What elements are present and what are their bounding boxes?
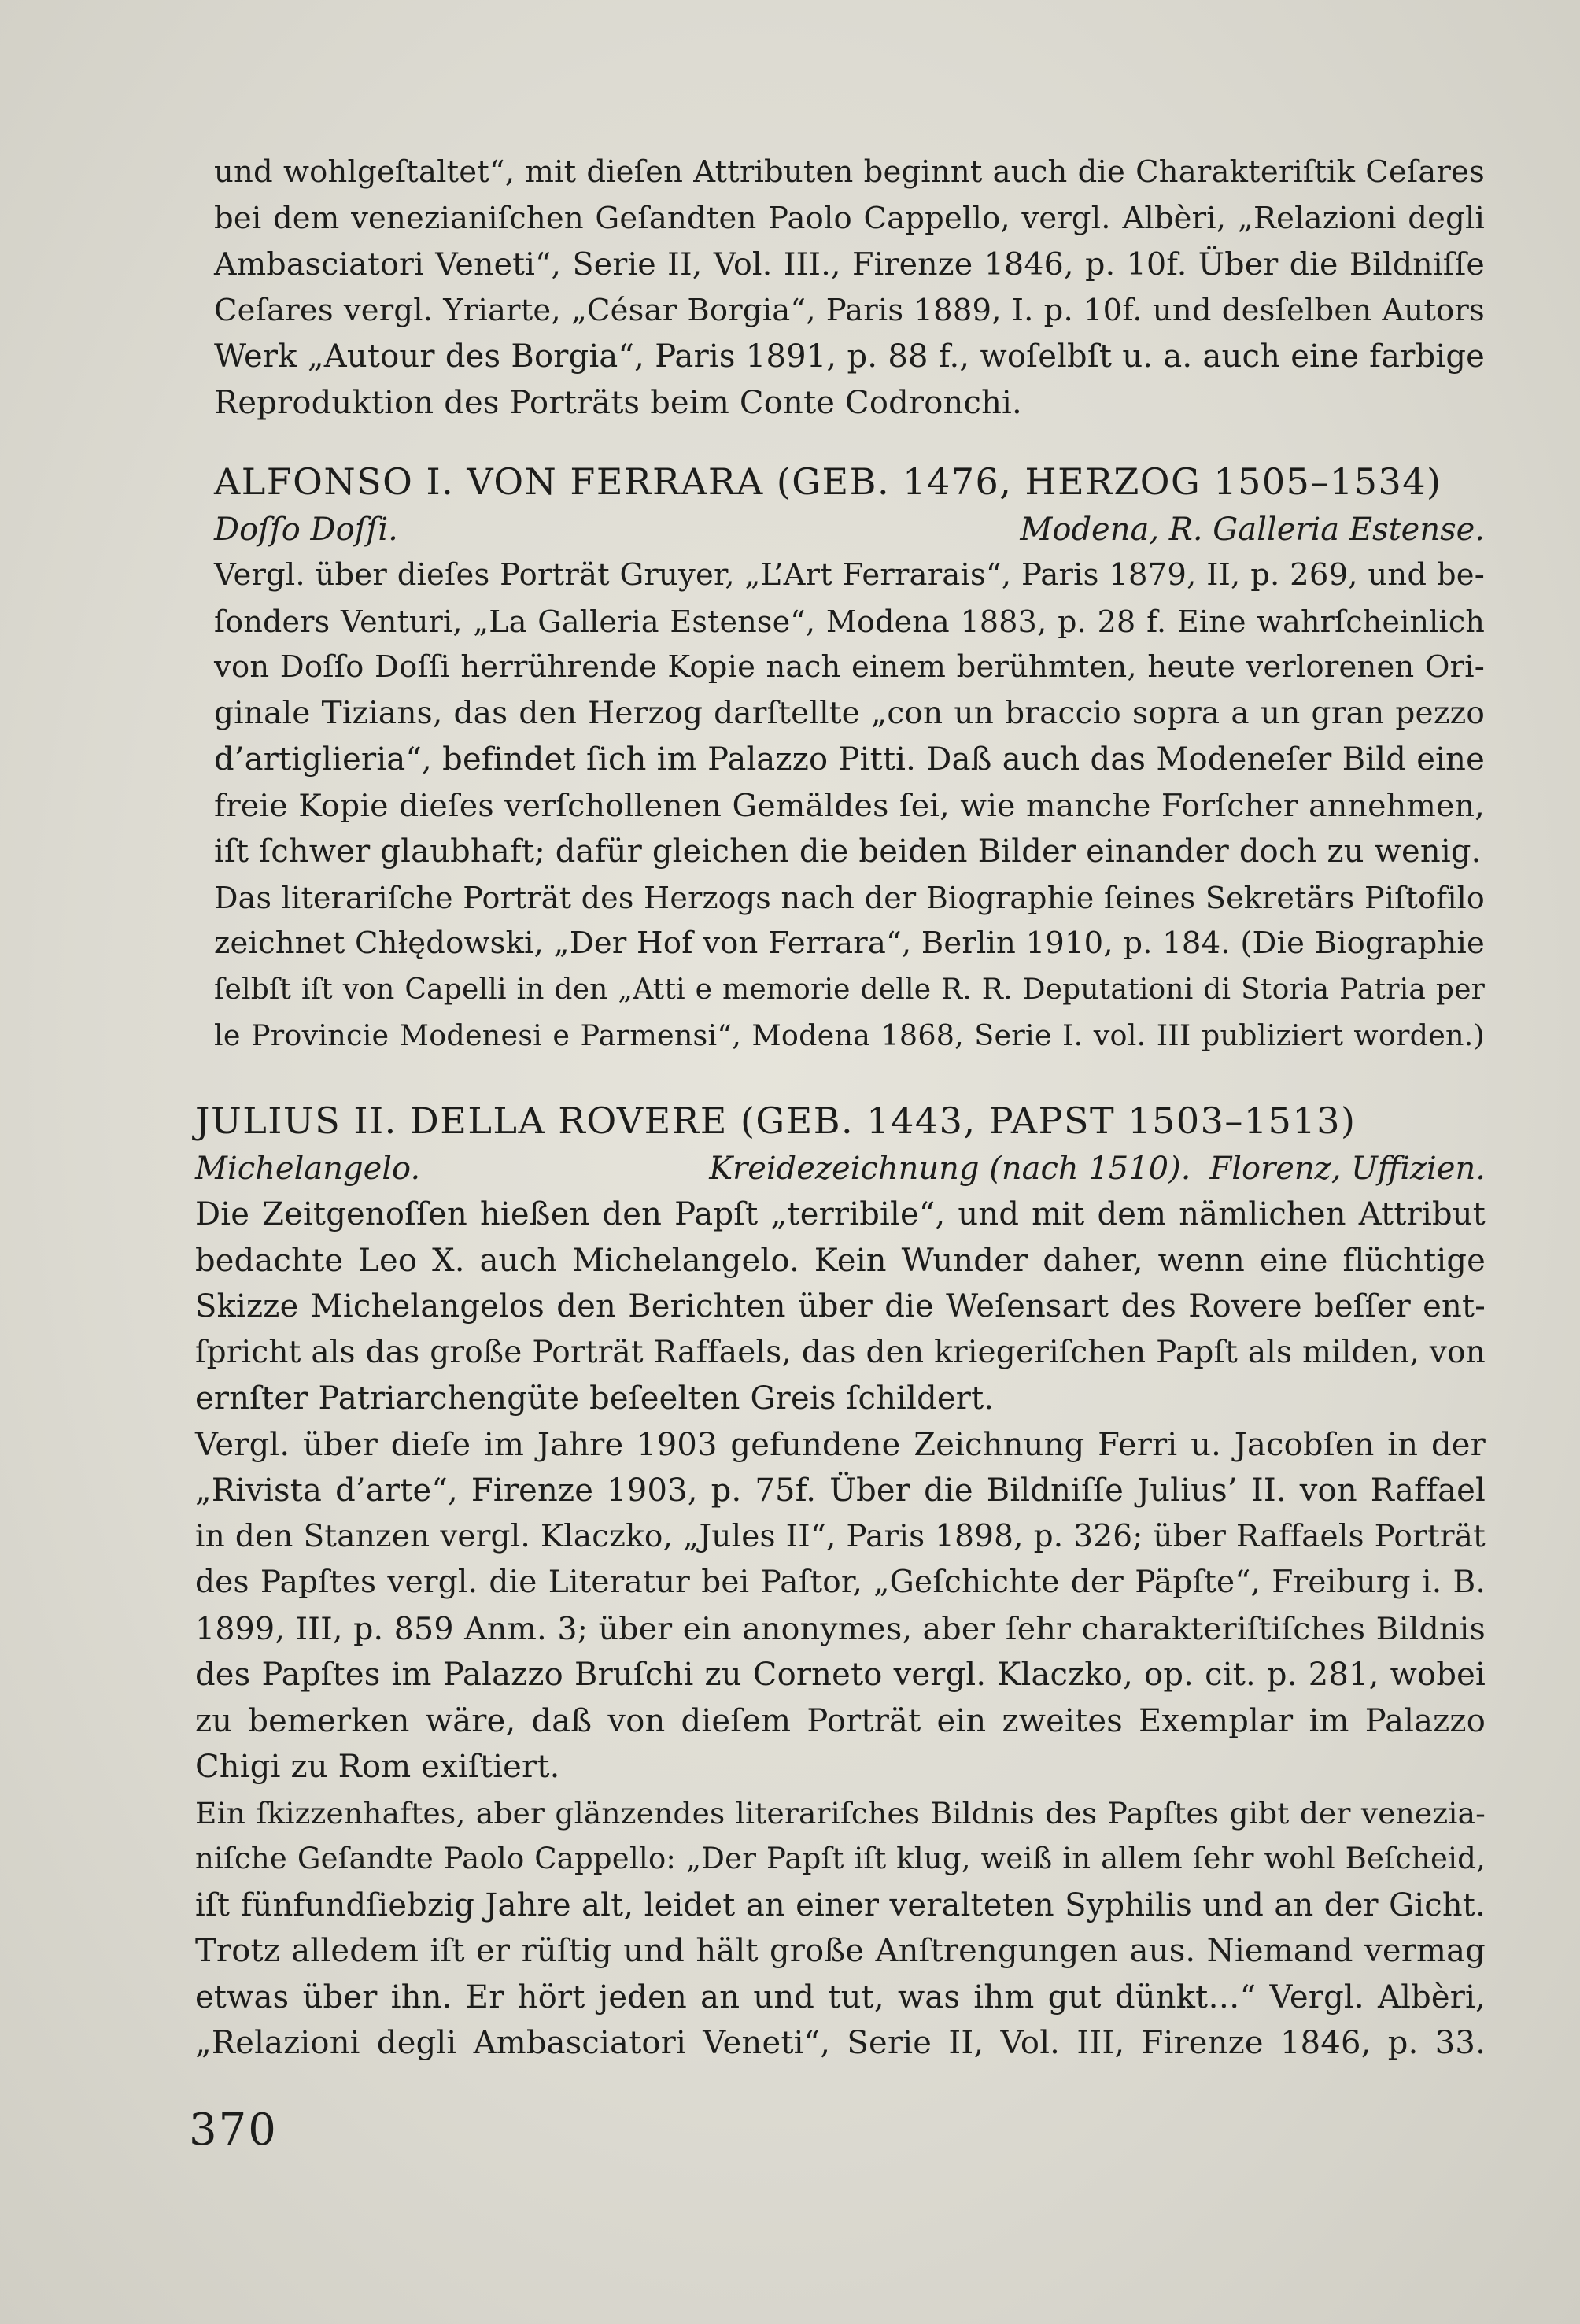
section-heading: ALFONSO I. VON FERRARA (GEB. 1476, HERZOG 1505–1534) <box>214 460 1442 503</box>
text-line: Ein ſkizzenhaftes, aber glänzendes literariſches Bildnis des Papſtes gibt der venezia- <box>195 1795 1486 1831</box>
attribution-line <box>195 1146 1486 1192</box>
text-line: in den Stanzen vergl. Klaczko, „Jules II“, Paris 1898, p. 326; über Raffaels Porträt <box>195 1518 1486 1554</box>
text-line: Skizze Michelangelos den Berichten über die Weſensart des Rovere beſſer ent- <box>195 1288 1486 1325</box>
text-line: „Rivista d’arte“, Firenze 1903, p. 75f. Über die Bildniſſe Julius’ II. von Raffael <box>195 1472 1486 1509</box>
text-line: le Provincie Modenesi e Parmensi“, Modena 1868, Serie I. vol. III publiziert worden.) <box>214 1018 1485 1052</box>
text-line: ſpricht als das große Porträt Raffaels, das den kriegeriſchen Papſt als milden, von <box>195 1334 1486 1370</box>
text-line: ginale Tizians, das den Herzog darſtellte „con un braccio sopra a un gran pezzo <box>214 695 1485 731</box>
julius-section <box>195 1095 1486 2067</box>
intro-paragraph <box>214 150 1485 426</box>
collection-location: Florenz, Uffizien. <box>1209 1151 1486 1187</box>
text-line: Werk „Autour des Borgia“, Paris 1891, p. 88 f., woſelbſt u. a. auch eine farbige <box>214 338 1485 375</box>
text-line: Ceſares vergl. Yriarte, „César Borgia“, Paris 1889, I. p. 10f. und desſelben Autors <box>214 292 1485 328</box>
text-line: Reproduktion des Porträts beim Conte Codronchi. <box>214 384 1022 421</box>
text-line: Die Zeitgenoſſen hießen den Papſt „terribile“, und mit dem nämlichen Attribut <box>195 1196 1486 1232</box>
alfonso-section <box>214 456 1485 1059</box>
artist-name: Michelangelo. <box>195 1151 421 1187</box>
text-line: ſonders Venturi, „La Galleria Estense“, Modena 1883, p. 28 f. Eine wahrſcheinlich <box>214 604 1485 639</box>
text-line: Ambasciatori Veneti“, Serie II, Vol. III., Firenze 1846, p. 10f. Über die Bildniſſe <box>214 246 1485 283</box>
text-line: des Papſtes vergl. die Literatur bei Paſtor, „Geſchichte der Päpſte“, Freiburg i. B. <box>195 1565 1486 1600</box>
attribution-line <box>214 507 1485 552</box>
technique-label: Kreidezeichnung (nach 1510). <box>709 1151 1191 1187</box>
text-line: bei dem venezianiſchen Geſandten Paolo Cappello, vergl. Albèri, „Relazioni degli <box>214 200 1485 236</box>
text-line: d’artiglieria“, befindet ſich im Palazzo Pitti. Daß auch das Modeneſer Bild eine <box>214 741 1485 778</box>
text-line: und wohlgeſtaltet“, mit dieſen Attributen beginnt auch die Charakteriſtik Ceſares <box>214 154 1485 190</box>
text-line: etwas über ihn. Er hört jeden an und tut, was ihm gut dünkt…“ Vergl. Albèri, <box>195 1979 1486 2015</box>
text-line: ernſter Patriarchengüte beſeelten Greis ſchildert. <box>195 1380 995 1417</box>
text-line: niſche Geſandte Paolo Cappello: „Der Papſt iſt klug, weiß in allem ſehr wohl Beſcheid, <box>195 1842 1486 1875</box>
page-number: 370 <box>189 2104 278 2156</box>
text-line: Vergl. über dieſes Porträt Gruyer, „L’Art Ferrarais“, Paris 1879, II, p. 269, und be- <box>214 557 1485 593</box>
text-line: „Relazioni degli Ambasciatori Veneti“, Serie II, Vol. III, Firenze 1846, p. 33. <box>195 2025 1486 2061</box>
text-line: 1899, III, p. 859 Anm. 3; über ein anonymes, aber ſehr charakteriſtiſches Bildnis <box>195 1610 1486 1647</box>
text-line: iſt fünfundſiebzig Jahre alt, leidet an einer veralteten Syphilis und an der Gicht. <box>195 1886 1486 1923</box>
text-line: des Papſtes im Palazzo Bruſchi zu Corneto vergl. Klaczko, op. cit. p. 281, wobei <box>195 1657 1486 1693</box>
section-heading: JULIUS II. DELLA ROVERE (GEB. 1443, PAPST 1503–1513) <box>195 1099 1357 1142</box>
text-line: iſt ſchwer glaubhaft; dafür gleichen die beiden Bilder einander doch zu wenig. <box>214 833 1482 870</box>
collection-location: Modena, R. Galleria Estense. <box>1020 512 1485 548</box>
text-line: freie Kopie dieſes verſchollenen Gemäldes ſei, wie manche Forſcher annehmen, <box>214 787 1485 824</box>
text-line: zu bemerken wäre, daß von dieſem Porträt ein zweites Exemplar im Palazzo <box>195 1702 1486 1739</box>
artist-name: Doſſo Doſſi. <box>214 512 398 548</box>
text-line: Chigi zu Rom exiſtiert. <box>195 1749 560 1785</box>
text-line: bedachte Leo X. auch Michelangelo. Kein Wunder daher, wenn eine flüchtige <box>195 1242 1486 1279</box>
text-line: Das literariſche Porträt des Herzogs nach der Biographie ſeines Sekretärs Piſtofilo <box>214 880 1485 915</box>
text-line: ſelbſt iſt von Capelli in den „Atti e memorie delle R. R. Deputationi di Storia Patria per <box>214 973 1485 1006</box>
text-line: zeichnet Chłędowski, „Der Hof von Ferrara“, Berlin 1910, p. 184. (Die Biographie <box>214 926 1485 961</box>
text-line: Vergl. über dieſe im Jahre 1903 gefundene Zeichnung Ferri u. Jacobſen in der <box>195 1426 1486 1463</box>
text-line: von Doſſo Doſſi herrührende Kopie nach einem berühmten, heute verlorenen Ori- <box>214 649 1485 685</box>
text-line: Trotz alledem iſt er rüſtig und hält große Anſtrengungen aus. Niemand vermag <box>195 1933 1486 1969</box>
